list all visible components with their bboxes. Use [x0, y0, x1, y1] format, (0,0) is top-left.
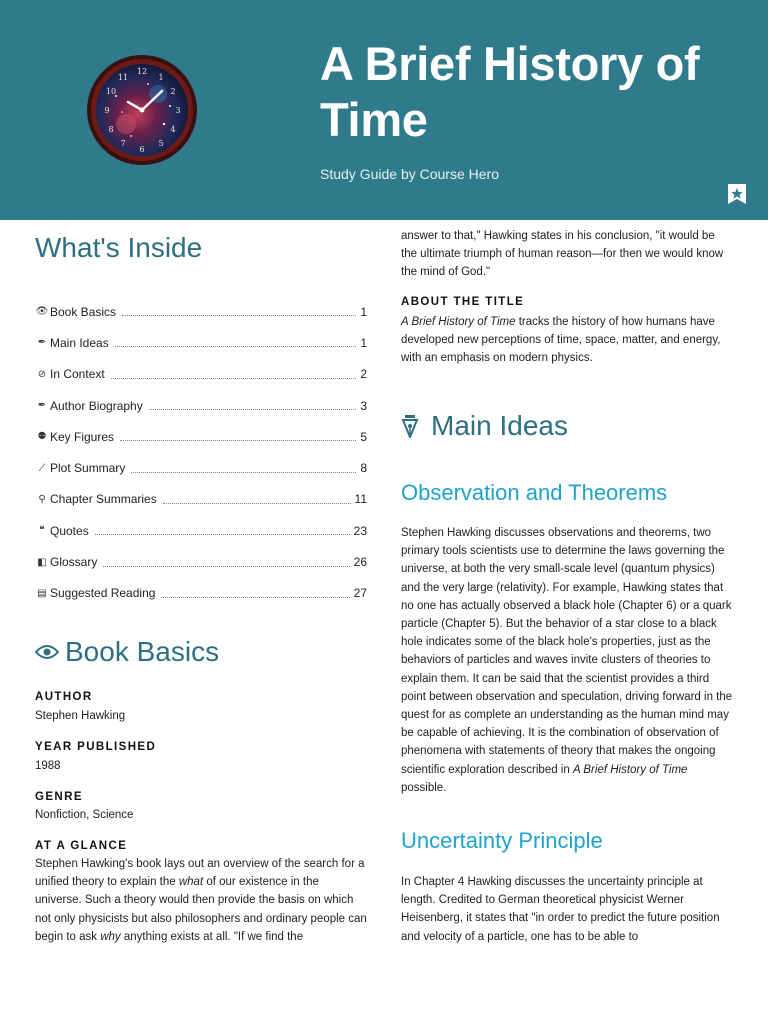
galaxy-clock-icon — [86, 54, 198, 166]
svg-text:12: 12 — [136, 67, 148, 76]
toc-page: 8 — [360, 461, 367, 476]
about-title-label: ABOUT THE TITLE — [401, 296, 525, 308]
svg-text:8: 8 — [108, 125, 114, 134]
compass-icon: ⊘ — [37, 368, 47, 380]
pen-nib-icon — [401, 414, 419, 438]
toc-item-chapter-summaries[interactable] — [35, 484, 367, 515]
toc-page: 27 — [353, 586, 367, 601]
text-run: possible. — [401, 781, 447, 794]
toc-page: 5 — [360, 429, 367, 444]
toc-label: Plot Summary — [50, 461, 126, 476]
uncertainty-principle-text: In Chapter 4 Hawking discusses the uncertainty principle at length. Credited to German theoretical physicist Werner Heisenberg, it states that "in order to predict the future position and velocity of a particle, one has to be able to — [401, 876, 720, 943]
about-title-text — [401, 313, 733, 368]
text-run: Stephen Hawking discusses observations and theorems, two primary tools scientists use to determine the laws governing the universe, at both the very small-scale level (quantum physics) and the very large (relativity). For example, Hawking states that no one has actually observed a black hole (Chapter 6) or a quark particle (Chapter 5). But the behavior of a star close to a black hole indicates some of the black hole's properties, just as the behaviors of particles and waves invite clusters of theories to explain them. It can be said that the scientist provides a third point between observation and speculation, driving forward in the quest for as complete an understanding as the human mind may be capable of achieving. It is the combination of observation of phenomena with statements of theory that makes the ongoing scientific exploration described in — [401, 527, 733, 776]
svg-text:11: 11 — [117, 73, 129, 82]
svg-text:3: 3 — [175, 106, 181, 115]
svg-text:5: 5 — [158, 139, 164, 148]
text-run: anything exists at all. "If we find the — [120, 930, 304, 943]
svg-text:4: 4 — [170, 125, 176, 134]
toc-page: 26 — [353, 555, 367, 570]
toc-label: Book Basics — [50, 304, 117, 319]
emphasis: what — [178, 876, 204, 889]
toc-label: Quotes — [50, 523, 89, 538]
toc-page: 1 — [360, 335, 367, 350]
main-ideas-title: Main Ideas — [431, 410, 568, 441]
toc-leader — [161, 597, 349, 598]
toc-leader — [111, 378, 357, 379]
toc-page: 1 — [360, 304, 367, 319]
magnifier-icon: ⚲ — [38, 493, 46, 505]
book-icon: ▤ — [37, 587, 47, 599]
whats-inside-heading: What's Inside — [35, 232, 203, 263]
at-a-glance-continued: answer to that," Hawking states in his conclusion, "it would be the ultimate triumph of human reason—for then we would know the mind of God." — [401, 230, 724, 279]
genre-value: Nonfiction, Science — [35, 809, 134, 821]
toc-item-main-ideas[interactable] — [35, 327, 367, 358]
toc-leader — [122, 315, 356, 316]
main-ideas-heading — [401, 410, 568, 442]
course-hero-star-badge-icon — [728, 184, 746, 204]
toc-label: Suggested Reading — [50, 586, 156, 601]
pen-nib-icon: ✒ — [37, 337, 47, 349]
toc-item-quotes[interactable] — [35, 515, 367, 546]
toc-item-plot-summary[interactable] — [35, 452, 367, 483]
book-basics-title: Book Basics — [65, 636, 220, 667]
book-basics-heading — [35, 636, 219, 668]
toc-item-glossary[interactable] — [35, 546, 367, 577]
at-a-glance-label: AT A GLANCE — [35, 840, 128, 852]
toc-leader — [149, 409, 357, 410]
toc-item-book-basics[interactable] — [35, 296, 367, 327]
svg-text:2: 2 — [170, 87, 176, 96]
svg-text:1: 1 — [158, 73, 164, 82]
toc-leader — [115, 346, 357, 347]
year-label: YEAR PUBLISHED — [35, 741, 157, 753]
toc-label: Author Biography — [50, 398, 143, 413]
emphasis: why — [100, 930, 121, 943]
toc-leader — [120, 440, 356, 441]
author-label: AUTHOR — [35, 691, 93, 703]
svg-text:6: 6 — [139, 145, 145, 154]
toc-item-in-context[interactable] — [35, 359, 367, 390]
uncertainty-principle-heading: Uncertainty Principle — [401, 828, 603, 853]
document-subtitle: Study Guide by Course Hero — [320, 166, 499, 182]
toc-label: Glossary — [50, 555, 98, 570]
toc-leader — [95, 534, 350, 535]
toc-page: 3 — [360, 398, 367, 413]
year-value: 1988 — [35, 760, 61, 772]
at-a-glance-text — [35, 855, 367, 946]
document-title: A Brief History of Time — [320, 37, 700, 146]
toc-label: Main Ideas — [50, 335, 109, 350]
puzzle-icon: ◧ — [37, 556, 47, 568]
toc-leader — [103, 566, 349, 567]
svg-text:9: 9 — [104, 106, 110, 115]
eye-icon: 👁 — [35, 306, 49, 318]
genre-label: GENRE — [35, 791, 83, 803]
observation-theorems-heading: Observation and Theorems — [401, 480, 668, 505]
text-run: Stephen Hawking's book lays out an overview of the search for a unified theory to explain the — [35, 858, 365, 889]
author-value: Stephen Hawking — [35, 710, 126, 722]
toc-leader — [131, 472, 356, 473]
people-icon: ⚉ — [37, 431, 47, 443]
toc-item-key-figures[interactable] — [35, 421, 367, 452]
toc-leader — [163, 503, 351, 504]
toc-label: In Context — [50, 367, 105, 382]
text-run: of our existence in the universe. Such a theory would then provide the basis on which not only physicists but also philosophers and ordinary people can begin to ask — [35, 876, 367, 943]
book-title-emphasis: A Brief History of Time — [401, 316, 516, 328]
book-title-emphasis: A Brief History of Time — [572, 763, 688, 776]
toc-page: 11 — [354, 492, 367, 507]
toc-page: 2 — [360, 367, 367, 382]
table-of-contents — [35, 296, 367, 609]
observation-theorems-text — [401, 524, 733, 797]
header-banner — [0, 0, 768, 220]
toc-label: Chapter Summaries — [50, 492, 157, 507]
chart-icon: ⟋ — [38, 462, 46, 474]
quote-icon: ❝ — [39, 525, 45, 537]
toc-item-suggested-reading[interactable] — [35, 578, 367, 609]
toc-label: Key Figures — [50, 429, 115, 444]
toc-page: 23 — [353, 523, 367, 538]
text-run: tracks the history of how humans have developed new perceptions of time, space, matter, and energy, with an emphasis on modern physics. — [401, 316, 721, 365]
svg-text:10: 10 — [105, 87, 117, 96]
eye-icon — [35, 644, 59, 660]
pen-nib-icon: ✒ — [37, 400, 47, 412]
toc-item-author-biography[interactable] — [35, 390, 367, 421]
svg-text:7: 7 — [120, 139, 126, 148]
